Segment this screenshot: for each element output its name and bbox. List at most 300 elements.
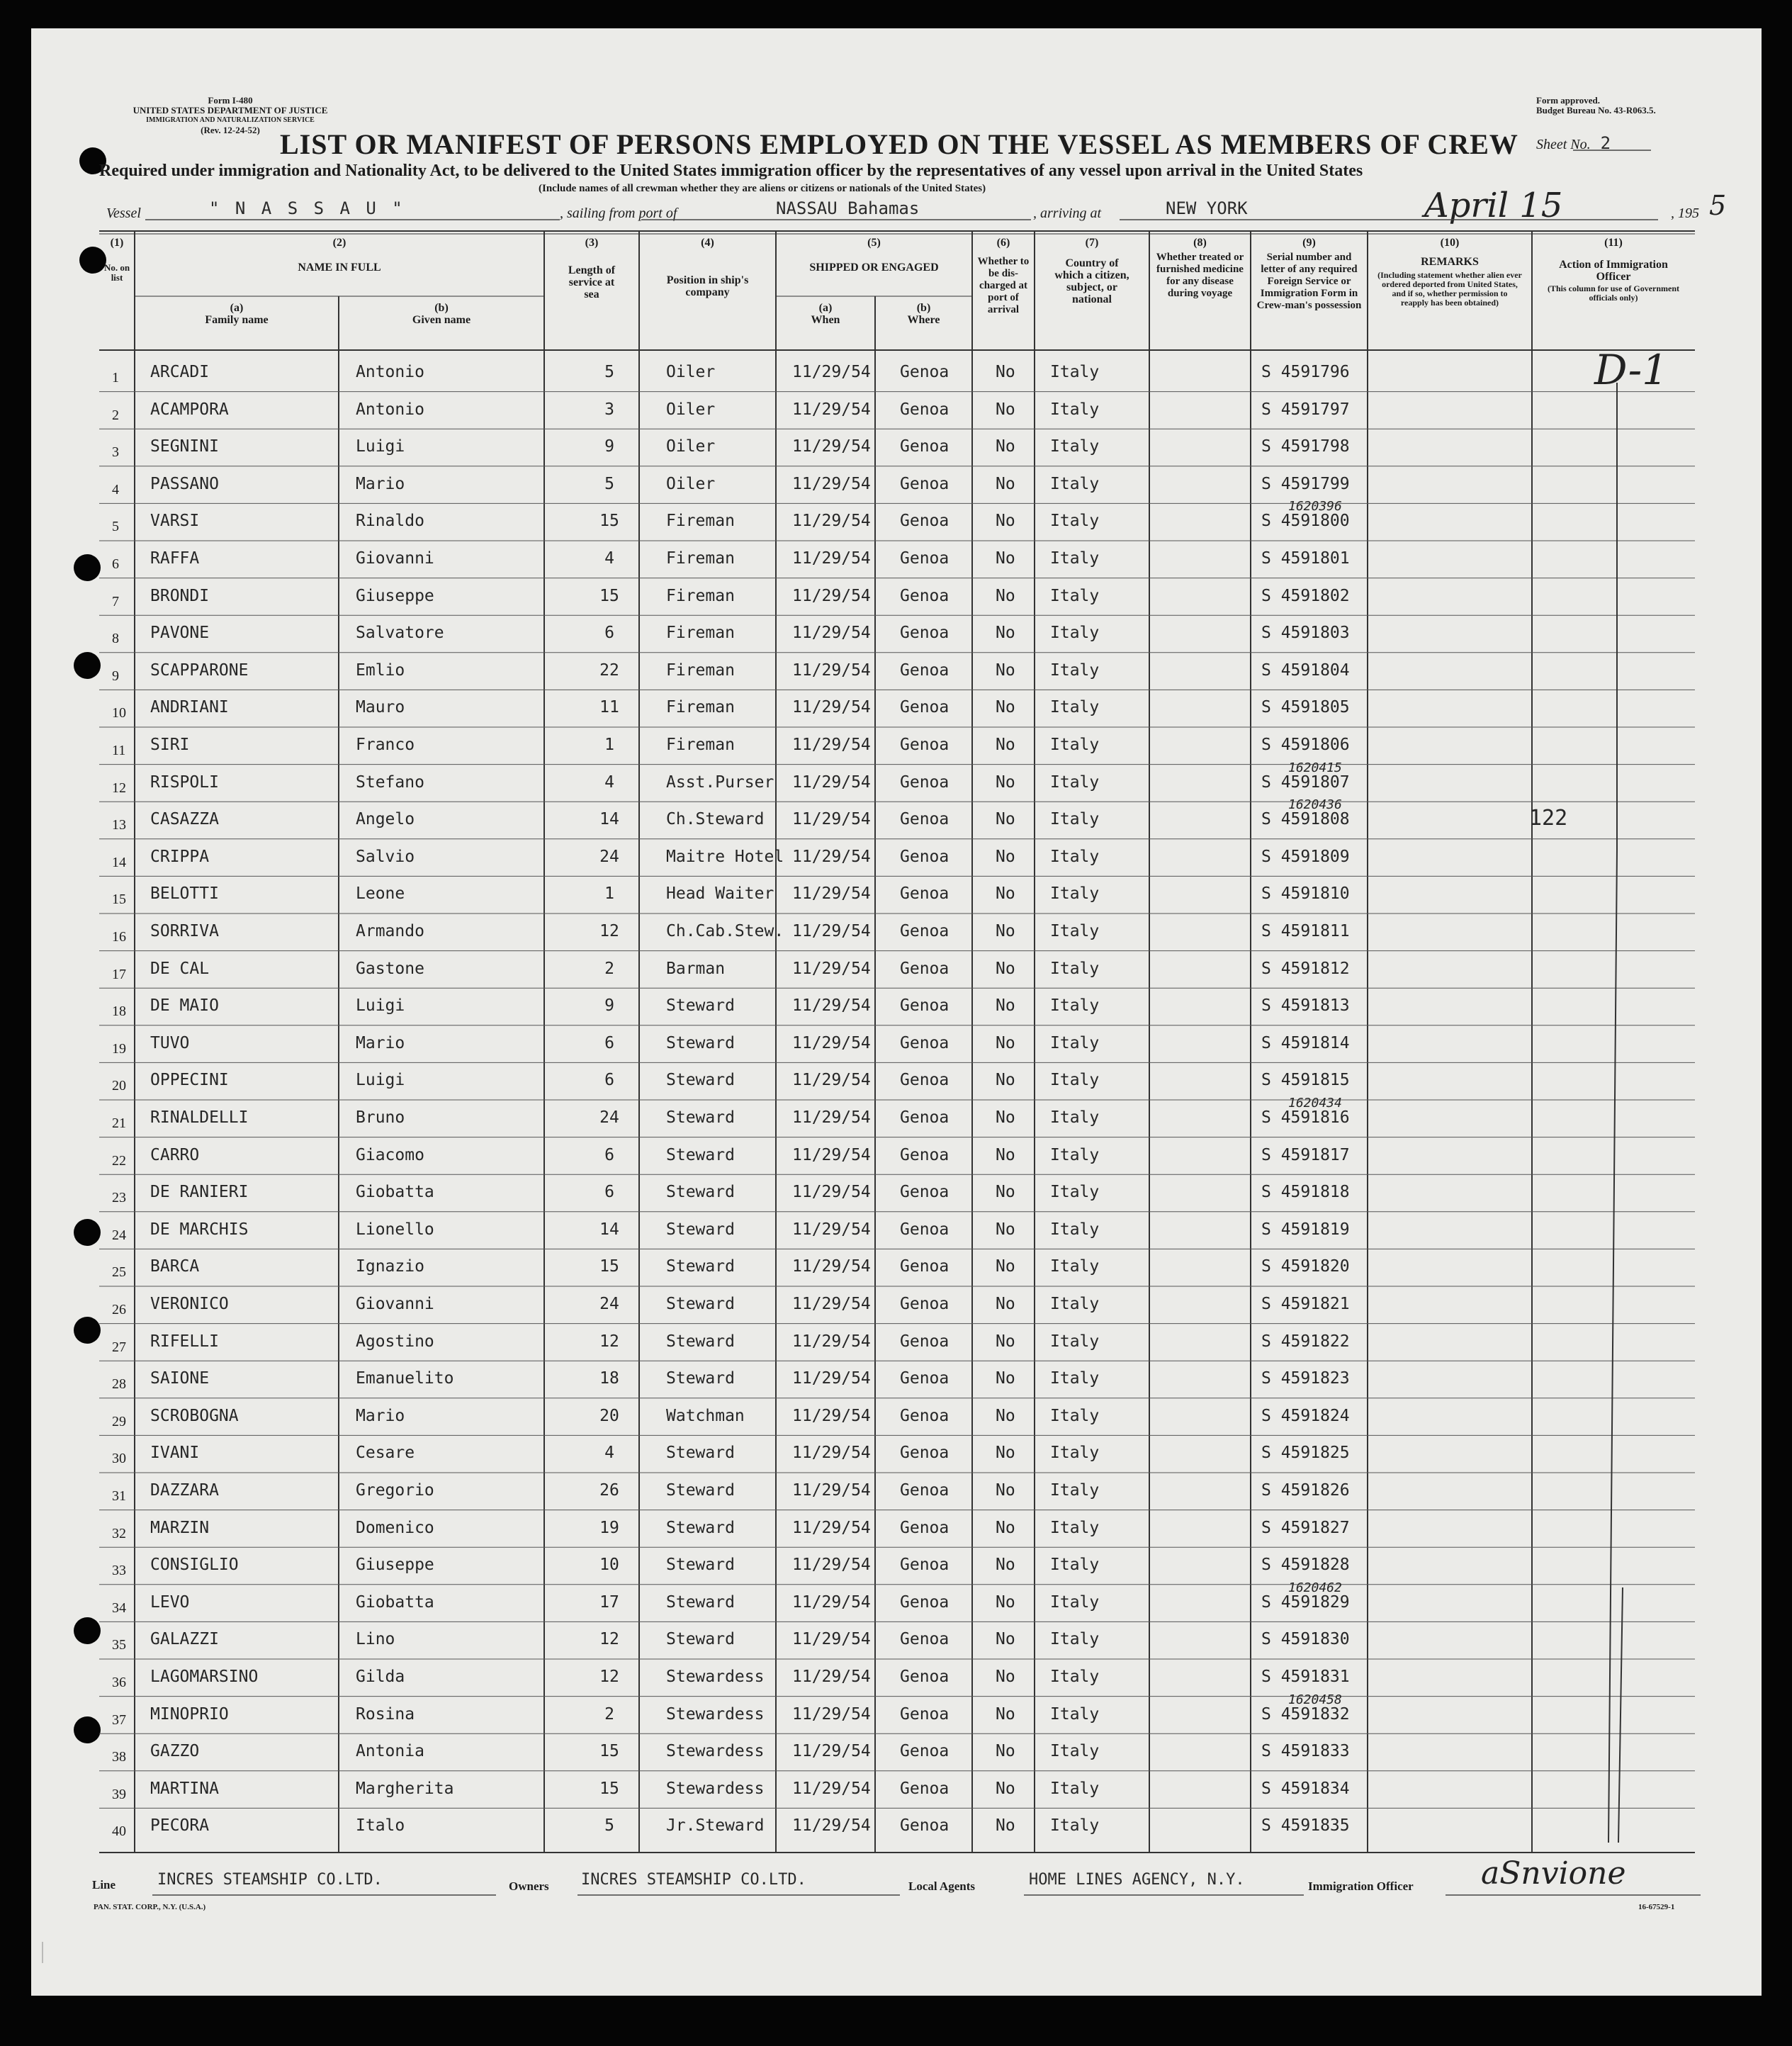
country: Italy — [1050, 1668, 1100, 1686]
given-name: Mario — [356, 474, 405, 493]
country: Italy — [1050, 810, 1100, 829]
length-of-service: 24 — [599, 847, 619, 866]
discharge: No — [996, 922, 1015, 940]
given-name: Bruno — [356, 1108, 405, 1127]
given-name: Mauro — [356, 698, 405, 717]
document-subtitle: Required under immigration and Nationality Act, to be delivered to the United States immigration officer by the representatives of any vessel upon arrival in the United States — [99, 162, 1363, 180]
col-2a-title: Family name — [205, 314, 269, 326]
country: Italy — [1050, 1257, 1100, 1276]
shipped-where: Genoa — [900, 736, 949, 754]
serial-number: S 4591800 — [1261, 512, 1350, 531]
shipped-where: Genoa — [900, 698, 949, 717]
shipped-when: 11/29/54 — [792, 661, 871, 680]
sailing-label: , sailing from port of — [560, 206, 677, 221]
discharge: No — [996, 1369, 1015, 1388]
shipped-when: 11/29/54 — [792, 1704, 871, 1724]
shipped-when: 11/29/54 — [792, 474, 871, 493]
family-name: BRONDI — [150, 586, 210, 605]
length-of-service: 26 — [599, 1481, 619, 1500]
given-name: Rosina — [356, 1704, 415, 1724]
family-name: PASSANO — [150, 474, 219, 493]
col-7-title: Country of which a citizen, subject, or national — [1054, 257, 1129, 305]
shipped-where: Genoa — [900, 996, 949, 1016]
family-name: VARSI — [150, 512, 200, 531]
serial-number: S 4591826 — [1261, 1481, 1350, 1500]
discharge: No — [996, 959, 1015, 978]
given-name: Emlio — [356, 661, 405, 680]
row-number: 22 — [112, 1152, 126, 1169]
row-number: 34 — [112, 1600, 126, 1616]
col-1-title: No. on list — [103, 262, 130, 283]
country: Italy — [1050, 922, 1100, 940]
col-5b-title: Where — [907, 314, 940, 326]
shipped-where: Genoa — [900, 847, 949, 866]
position: Steward — [666, 1518, 735, 1537]
row-number: 14 — [112, 854, 126, 870]
row-number: 33 — [112, 1563, 126, 1579]
shipped-where: Genoa — [900, 363, 949, 381]
row-number: 12 — [112, 780, 126, 796]
position: Stewardess — [666, 1668, 765, 1686]
col-4-num: (4) — [701, 237, 714, 249]
country: Italy — [1050, 624, 1100, 643]
length-of-service: 4 — [604, 1444, 614, 1463]
col-2a-num: (a) — [230, 302, 244, 314]
row-number: 24 — [112, 1227, 126, 1243]
given-name: Gastone — [356, 959, 424, 978]
serial-number: S 4591825 — [1261, 1444, 1350, 1463]
position: Steward — [666, 1481, 735, 1500]
family-name: ACAMPORA — [150, 400, 229, 419]
given-name: Angelo — [356, 810, 415, 829]
serial-number: S 4591799 — [1261, 474, 1350, 493]
position: Ch.Cab.Stew. — [666, 922, 784, 940]
length-of-service: 9 — [604, 437, 614, 456]
discharge: No — [996, 1704, 1015, 1724]
discharge: No — [996, 512, 1015, 531]
position: Stewardess — [666, 1704, 765, 1724]
country: Italy — [1050, 847, 1100, 866]
serial-number: S 4591829 — [1261, 1592, 1350, 1612]
country: Italy — [1050, 1518, 1100, 1537]
serial-number: S 4591833 — [1261, 1742, 1350, 1761]
serial-number: S 4591821 — [1261, 1295, 1350, 1313]
row-number: 39 — [112, 1786, 126, 1802]
officer-signature: aSnvione — [1481, 1855, 1626, 1892]
given-name: Giobatta — [356, 1592, 434, 1612]
shipped-where: Genoa — [900, 661, 949, 680]
shipped-when: 11/29/54 — [792, 884, 871, 904]
position: Steward — [666, 1295, 735, 1313]
row-remark: 122 — [1529, 806, 1568, 831]
shipped-when: 11/29/54 — [792, 1145, 871, 1164]
position: Steward — [666, 1332, 735, 1351]
position: Oiler — [666, 363, 716, 381]
serial-number: S 4591831 — [1261, 1668, 1350, 1686]
discharge: No — [996, 661, 1015, 680]
family-name: LEVO — [150, 1592, 190, 1612]
shipped-where: Genoa — [900, 1295, 949, 1313]
shipped-when: 11/29/54 — [792, 1444, 871, 1463]
position: Barman — [666, 959, 726, 978]
given-name: Margherita — [356, 1779, 454, 1798]
serial-number: S 4591823 — [1261, 1369, 1350, 1388]
shipped-when: 11/29/54 — [792, 512, 871, 531]
discharge: No — [996, 1779, 1015, 1798]
discharge: No — [996, 437, 1015, 456]
position: Steward — [666, 1145, 735, 1164]
serial-number: S 4591796 — [1261, 363, 1350, 381]
length-of-service: 6 — [604, 1145, 614, 1164]
row-number: 2 — [112, 407, 119, 423]
discharge: No — [996, 1406, 1015, 1425]
family-name: VERONICO — [150, 1295, 229, 1313]
row-number: 16 — [112, 929, 126, 945]
family-name: ANDRIANI — [150, 698, 229, 717]
shipped-when: 11/29/54 — [792, 772, 871, 792]
col-11-title: Action of Immigration Officer — [1559, 259, 1668, 283]
family-name: DAZZARA — [150, 1481, 219, 1500]
col-6-num: (6) — [996, 237, 1010, 249]
given-name: Franco — [356, 736, 415, 754]
row-number: 13 — [112, 817, 126, 833]
country: Italy — [1050, 1704, 1100, 1724]
col-9-title: Serial number and letter of any required Foreign Service or Immigration Form in Crew-man's possession — [1256, 252, 1362, 311]
given-name: Agostino — [356, 1332, 434, 1351]
row-number: 1 — [112, 370, 119, 386]
length-of-service: 1 — [604, 884, 614, 904]
family-name: DE MAIO — [150, 996, 219, 1016]
serial-correction: 1620436 — [1288, 797, 1342, 813]
shipped-where: Genoa — [900, 586, 949, 605]
shipped-where: Genoa — [900, 1220, 949, 1239]
shipped-when: 11/29/54 — [792, 363, 871, 381]
length-of-service: 11 — [599, 698, 619, 717]
serial-number: S 4591824 — [1261, 1406, 1350, 1425]
col-2b-num: (b) — [434, 302, 449, 314]
shipped-when: 11/29/54 — [792, 624, 871, 643]
discharge: No — [996, 996, 1015, 1016]
col-1-num: (1) — [110, 237, 124, 249]
family-name: CARRO — [150, 1145, 200, 1164]
row-number: 40 — [112, 1823, 126, 1840]
given-name: Leone — [356, 884, 405, 904]
serial-number: S 4591827 — [1261, 1518, 1350, 1537]
length-of-service: 12 — [599, 922, 619, 940]
row-number: 31 — [112, 1488, 126, 1504]
country: Italy — [1050, 1108, 1100, 1127]
length-of-service: 2 — [604, 1704, 614, 1724]
family-name: SORRIVA — [150, 922, 219, 940]
discharge: No — [996, 1257, 1015, 1276]
revision: (Rev. 12-24-52) — [201, 125, 260, 135]
given-name: Cesare — [356, 1444, 415, 1463]
family-name: RISPOLI — [150, 772, 219, 792]
given-name: Italo — [356, 1816, 405, 1836]
country: Italy — [1050, 1406, 1100, 1425]
position: Jr.Steward — [666, 1816, 765, 1836]
shipped-when: 11/29/54 — [792, 1332, 871, 1351]
owners-value: INCRES STEAMSHIP CO.LTD. — [581, 1871, 806, 1889]
serial-number: S 4591834 — [1261, 1779, 1350, 1798]
family-name: DE RANIERI — [150, 1183, 249, 1202]
shipped-where: Genoa — [900, 1108, 949, 1127]
length-of-service: 15 — [599, 1742, 619, 1761]
family-name: MARTINA — [150, 1779, 219, 1798]
serial-number: S 4591819 — [1261, 1220, 1350, 1239]
agents-value: HOME LINES AGENCY, N.Y. — [1029, 1871, 1245, 1889]
country: Italy — [1050, 1332, 1100, 1351]
printer-mark: PAN. STAT. CORP., N.Y. (U.S.A.) — [94, 1903, 206, 1911]
serial-correction: 1620434 — [1288, 1096, 1342, 1111]
family-name: LAGOMARSINO — [150, 1668, 259, 1686]
row-number: 10 — [112, 705, 126, 721]
country: Italy — [1050, 1742, 1100, 1761]
family-name: PECORA — [150, 1816, 210, 1836]
family-name: SIRI — [150, 736, 190, 754]
country: Italy — [1050, 474, 1100, 493]
position: Fireman — [666, 512, 735, 531]
row-number: 30 — [112, 1451, 126, 1467]
col-6-title: Whether to be dis-charged at port of arrival — [977, 256, 1030, 315]
discharge: No — [996, 1108, 1015, 1127]
family-name: SCAPPARONE — [150, 661, 249, 680]
row-number: 29 — [112, 1413, 126, 1429]
given-name: Rinaldo — [356, 512, 424, 531]
position: Head Waiter — [666, 884, 774, 904]
family-name: MINOPRIO — [150, 1704, 229, 1724]
serial-number: S 4591822 — [1261, 1332, 1350, 1351]
department: UNITED STATES DEPARTMENT OF JUSTICE — [133, 105, 328, 116]
col-5b-num: (b) — [916, 302, 931, 314]
serial-number: S 4591816 — [1261, 1108, 1350, 1127]
shipped-when: 11/29/54 — [792, 1742, 871, 1761]
family-name: DE CAL — [150, 959, 210, 978]
discharge: No — [996, 1295, 1015, 1313]
position: Fireman — [666, 586, 735, 605]
position: Steward — [666, 1071, 735, 1090]
row-number: 8 — [112, 631, 119, 647]
shipped-when: 11/29/54 — [792, 1592, 871, 1612]
given-name: Ignazio — [356, 1257, 424, 1276]
form-approved: Form approved. — [1536, 95, 1601, 106]
discharge: No — [996, 1518, 1015, 1537]
serial-number: S 4591813 — [1261, 996, 1350, 1016]
country: Italy — [1050, 549, 1100, 568]
shipped-when: 11/29/54 — [792, 698, 871, 717]
discharge: No — [996, 363, 1015, 381]
family-name: BARCA — [150, 1257, 200, 1276]
shipped-where: Genoa — [900, 624, 949, 643]
shipped-where: Genoa — [900, 1406, 949, 1425]
given-name: Antonio — [356, 363, 424, 381]
col-2b-title: Given name — [412, 314, 471, 326]
family-name: GAZZO — [150, 1742, 200, 1761]
shipped-where: Genoa — [900, 1779, 949, 1798]
length-of-service: 3 — [604, 400, 614, 419]
shipped-where: Genoa — [900, 1816, 949, 1836]
shipped-when: 11/29/54 — [792, 1295, 871, 1313]
col-10-note: (Including statement whether alien ever ordered deported from United States, and if so, whether permission to reapply has been obtained) — [1377, 270, 1522, 308]
row-number: 36 — [112, 1675, 126, 1690]
given-name: Domenico — [356, 1518, 434, 1537]
given-name: Lionello — [356, 1220, 434, 1239]
discharge: No — [996, 1033, 1015, 1052]
country: Italy — [1050, 1145, 1100, 1164]
shipped-when: 11/29/54 — [792, 1481, 871, 1500]
position: Fireman — [666, 736, 735, 754]
col-4-title: Position in ship's company — [666, 274, 749, 298]
discharge: No — [996, 1592, 1015, 1612]
shipped-when: 11/29/54 — [792, 437, 871, 456]
discharge: No — [996, 549, 1015, 568]
shipped-where: Genoa — [900, 1742, 949, 1761]
shipped-when: 11/29/54 — [792, 1071, 871, 1090]
row-number: 4 — [112, 481, 119, 498]
shipped-where: Genoa — [900, 474, 949, 493]
shipped-where: Genoa — [900, 1592, 949, 1612]
country: Italy — [1050, 586, 1100, 605]
discharge: No — [996, 1668, 1015, 1686]
given-name: Antonio — [356, 400, 424, 419]
length-of-service: 6 — [604, 624, 614, 643]
given-name: Giuseppe — [356, 586, 434, 605]
shipped-when: 11/29/54 — [792, 1779, 871, 1798]
row-number: 38 — [112, 1749, 126, 1765]
form-number: Form I-480 — [208, 95, 253, 106]
col-11-num: (11) — [1604, 237, 1623, 249]
shipped-when: 11/29/54 — [792, 847, 871, 866]
family-name: BELOTTI — [150, 884, 219, 904]
length-of-service: 19 — [599, 1518, 619, 1537]
given-name: Armando — [356, 922, 424, 940]
col-11-note: (This column for use of Government officials only) — [1547, 283, 1680, 303]
serial-number: S 4591809 — [1261, 847, 1350, 866]
length-of-service: 22 — [599, 661, 619, 680]
country: Italy — [1050, 996, 1100, 1016]
length-of-service: 2 — [604, 959, 614, 978]
position: Stewardess — [666, 1742, 765, 1761]
discharge: No — [996, 772, 1015, 792]
discharge: No — [996, 1444, 1015, 1463]
length-of-service: 5 — [604, 363, 614, 381]
length-of-service: 14 — [599, 1220, 619, 1239]
shipped-where: Genoa — [900, 1033, 949, 1052]
shipped-where: Genoa — [900, 1630, 949, 1649]
serial-number: S 4591802 — [1261, 586, 1350, 605]
shipped-where: Genoa — [900, 959, 949, 978]
family-name: CASAZZA — [150, 810, 219, 829]
position: Steward — [666, 1592, 735, 1612]
shipped-where: Genoa — [900, 884, 949, 904]
discharge: No — [996, 624, 1015, 643]
given-name: Salvatore — [356, 624, 444, 643]
shipped-where: Genoa — [900, 1071, 949, 1090]
serial-number: S 4591830 — [1261, 1630, 1350, 1649]
col-3-title: Length of service at sea — [568, 264, 616, 300]
family-name: SEGNINI — [150, 437, 219, 456]
given-name: Luigi — [356, 437, 405, 456]
family-name: MARZIN — [150, 1518, 210, 1537]
shipped-when: 11/29/54 — [792, 736, 871, 754]
discharge: No — [996, 1332, 1015, 1351]
country: Italy — [1050, 1779, 1100, 1798]
row-number: 18 — [112, 1004, 126, 1020]
length-of-service: 15 — [599, 586, 619, 605]
col-10-num: (10) — [1440, 237, 1460, 249]
discharge: No — [996, 810, 1015, 829]
discharge: No — [996, 736, 1015, 754]
col-9-num: (9) — [1302, 237, 1316, 249]
family-name: GALAZZI — [150, 1630, 219, 1649]
family-name: CONSIGLIO — [150, 1556, 239, 1575]
country: Italy — [1050, 698, 1100, 717]
position: Oiler — [666, 437, 716, 456]
destination: NEW YORK — [1166, 198, 1248, 218]
country: Italy — [1050, 959, 1100, 978]
row-number: 35 — [112, 1637, 126, 1653]
col-3-num: (3) — [585, 237, 599, 249]
discharge: No — [996, 884, 1015, 904]
col-5a-title: When — [811, 314, 840, 326]
port-name: NASSAU Bahamas — [776, 198, 920, 218]
position: Fireman — [666, 661, 735, 680]
row-number: 5 — [112, 519, 119, 535]
shipped-when: 11/29/54 — [792, 1220, 871, 1239]
col-2-title: NAME IN FULL — [298, 262, 381, 274]
length-of-service: 12 — [599, 1332, 619, 1351]
shipped-when: 11/29/54 — [792, 1033, 871, 1052]
service: IMMIGRATION AND NATURALIZATION SERVICE — [146, 116, 315, 124]
row-number: 23 — [112, 1190, 126, 1206]
discharge: No — [996, 400, 1015, 419]
given-name: Gregorio — [356, 1481, 434, 1500]
serial-number: S 4591805 — [1261, 698, 1350, 717]
serial-number: S 4591820 — [1261, 1257, 1350, 1276]
given-name: Mario — [356, 1406, 405, 1425]
shipped-when: 11/29/54 — [792, 586, 871, 605]
discharge: No — [996, 1630, 1015, 1649]
length-of-service: 5 — [604, 474, 614, 493]
position: Asst.Purser — [666, 772, 774, 792]
shipped-where: Genoa — [900, 512, 949, 531]
position: Steward — [666, 1444, 735, 1463]
row-number: 3 — [112, 444, 119, 461]
country: Italy — [1050, 772, 1100, 792]
length-of-service: 1 — [604, 736, 614, 754]
serial-number: S 4591812 — [1261, 959, 1350, 978]
shipped-where: Genoa — [900, 1518, 949, 1537]
line-label: Line — [92, 1878, 116, 1892]
length-of-service: 4 — [604, 772, 614, 792]
position: Steward — [666, 1183, 735, 1202]
row-number: 26 — [112, 1302, 126, 1317]
serial-correction: 1620458 — [1288, 1692, 1342, 1707]
length-of-service: 12 — [599, 1668, 619, 1686]
given-name: Lino — [356, 1630, 395, 1649]
row-number: 20 — [112, 1078, 126, 1094]
given-name: Giobatta — [356, 1183, 434, 1202]
year-suffix: 5 — [1709, 190, 1727, 221]
serial-number: S 4591814 — [1261, 1033, 1350, 1052]
row-number: 27 — [112, 1339, 126, 1355]
col-2-num: (2) — [332, 237, 346, 249]
serial-number: S 4591803 — [1261, 624, 1350, 643]
sheet-label: Sheet No. — [1536, 137, 1591, 152]
position: Oiler — [666, 400, 716, 419]
document-note: (Include names of all crewman whether they are aliens or citizens or nationals of the United States) — [539, 183, 986, 194]
shipped-when: 11/29/54 — [792, 959, 871, 978]
